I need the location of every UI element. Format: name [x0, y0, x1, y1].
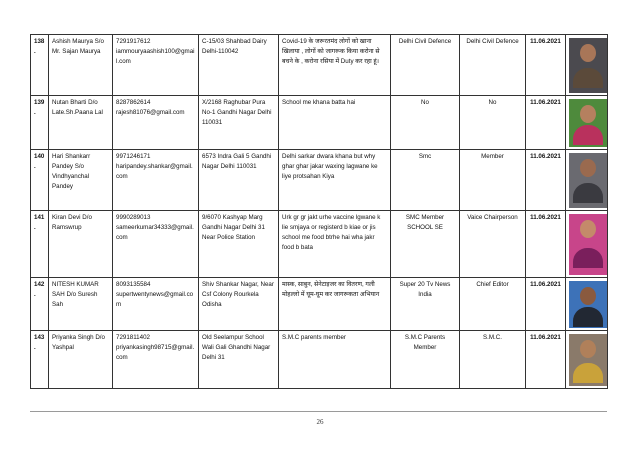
- remarks-cell: School me khana batta hai: [279, 96, 391, 150]
- photo-face: [580, 220, 596, 238]
- designation-cell: Delhi Civil Defence: [460, 35, 526, 96]
- name-cell: Nutan Bharti D/o Late.Sh.Paana Lal: [49, 96, 113, 150]
- remarks-cell: S.M.C parents member: [279, 331, 391, 389]
- designation-cell: Vaice Chairperson: [460, 211, 526, 278]
- contact-cell: 7291917612 iammouryaashish100@gmail.com: [113, 35, 199, 96]
- photo-cell: [566, 35, 608, 96]
- photo-face: [580, 340, 596, 358]
- photo-face: [580, 44, 596, 62]
- table-row: [31, 331, 608, 389]
- photo-cell: [566, 150, 608, 211]
- serial-number-cell: 143.: [31, 331, 49, 389]
- contact-cell: 8287862614 rajesh81076@gmail.com: [113, 96, 199, 150]
- organisation-cell: S.M.C Parents Member: [391, 331, 460, 389]
- address-cell: X/2168 Raghubar Pura No-1 Gandhi Nagar Delhi 110031: [199, 96, 279, 150]
- remarks-cell: Covid-19 के जरूरतमंद लोगों को खाना खिलाया , लोगों को जागरूक किया करोना से बचने के , करोना रसिया में Duty कर रहा हूं।: [279, 35, 391, 96]
- name-cell: Ashish Maurya S/o Mr. Sajan Maurya: [49, 35, 113, 96]
- remarks-cell: Delhi sarkar dwara khana but why ghar ghar jakar waxing lagwane ke liye protsahan Kiya: [279, 150, 391, 211]
- photo-cell: [566, 96, 608, 150]
- date-cell: 11.06.2021: [526, 150, 566, 211]
- contact-cell: 7291811402 priyankasingh98715@gmail.com: [113, 331, 199, 389]
- date-cell: 11.06.2021: [526, 331, 566, 389]
- photo-shoulders: [573, 68, 603, 88]
- serial-number-cell: 142.: [31, 278, 49, 331]
- designation-cell: Member: [460, 150, 526, 211]
- photo-cell: [566, 278, 608, 331]
- contact-cell: 8093135584 supertwentynews@gmail.com: [113, 278, 199, 331]
- photo-cell: [566, 211, 608, 278]
- organisation-cell: Super 20 Tv News India: [391, 278, 460, 331]
- volunteer-table: [30, 34, 608, 389]
- address-cell: Old Seelampur School Wali Gali Ghandhi Nagar Delhi 31: [199, 331, 279, 389]
- serial-number-cell: 138.: [31, 35, 49, 96]
- address-cell: 6573 Indra Gali 5 Gandhi Nagar Delhi 110031: [199, 150, 279, 211]
- designation-cell: Chief Editor: [460, 278, 526, 331]
- profile-photo: [569, 153, 607, 208]
- page-number: 26: [316, 418, 324, 426]
- date-cell: 11.06.2021: [526, 96, 566, 150]
- address-cell: Shiv Shankar Nagar, Near Csf Colony Rourkela Odisha: [199, 278, 279, 331]
- date-cell: 11.06.2021: [526, 211, 566, 278]
- organisation-cell: Delhi Civil Defence: [391, 35, 460, 96]
- address-cell: 9/6070 Kashyap Marg Gandhi Nagar Delhi 31 Near Police Station: [199, 211, 279, 278]
- table-row: [31, 35, 608, 96]
- table-row: [31, 150, 608, 211]
- photo-shoulders: [573, 183, 603, 203]
- organisation-cell: SMC Member SCHOOL SE: [391, 211, 460, 278]
- organisation-cell: No: [391, 96, 460, 150]
- photo-face: [580, 159, 596, 177]
- address-cell: C-15/03 Shahbad Dairy Delhi-110042: [199, 35, 279, 96]
- profile-photo: [569, 214, 607, 275]
- table-row: [31, 211, 608, 278]
- table-row: [31, 278, 608, 331]
- photo-shoulders: [573, 125, 603, 145]
- photo-face: [580, 287, 596, 305]
- table-row: [31, 96, 608, 150]
- contact-cell: 9971246171 haripandey.shankar@gmail.com: [113, 150, 199, 211]
- remarks-cell: Urk gr gr jakt urhe vaccine lgwane k lie smjaya or registerd b kiae or jis school me food btrhe hai wha jakr food b bata: [279, 211, 391, 278]
- photo-cell: [566, 331, 608, 389]
- photo-shoulders: [573, 363, 603, 383]
- date-cell: 11.06.2021: [526, 35, 566, 96]
- date-cell: 11.06.2021: [526, 278, 566, 331]
- serial-number-cell: 141.: [31, 211, 49, 278]
- photo-face: [580, 105, 596, 123]
- profile-photo: [569, 281, 607, 328]
- footer-divider: [30, 411, 607, 412]
- name-cell: Priyanka Singh D/o Yashpal: [49, 331, 113, 389]
- contact-cell: 9990289013 sameerkumar34333@gmail.com: [113, 211, 199, 278]
- profile-photo: [569, 99, 607, 147]
- profile-photo: [569, 38, 607, 93]
- organisation-cell: Smc: [391, 150, 460, 211]
- photo-shoulders: [573, 307, 603, 327]
- photo-shoulders: [573, 248, 603, 268]
- profile-photo: [569, 334, 607, 386]
- designation-cell: No: [460, 96, 526, 150]
- name-cell: Hari Shankarr Pandey S/o Vindhyanchal Pandey: [49, 150, 113, 211]
- remarks-cell: मास्क, साबुन, सेनेटाइजर का वितरण, गली मोहल्लो में घूम-घूम कर जागरूकता अभियान: [279, 278, 391, 331]
- designation-cell: S.M.C.: [460, 331, 526, 389]
- serial-number-cell: 139.: [31, 96, 49, 150]
- name-cell: Kiran Devi D/o Ramswrup: [49, 211, 113, 278]
- name-cell: NITESH KUMAR SAH D/o Suresh Sah: [49, 278, 113, 331]
- serial-number-cell: 140.: [31, 150, 49, 211]
